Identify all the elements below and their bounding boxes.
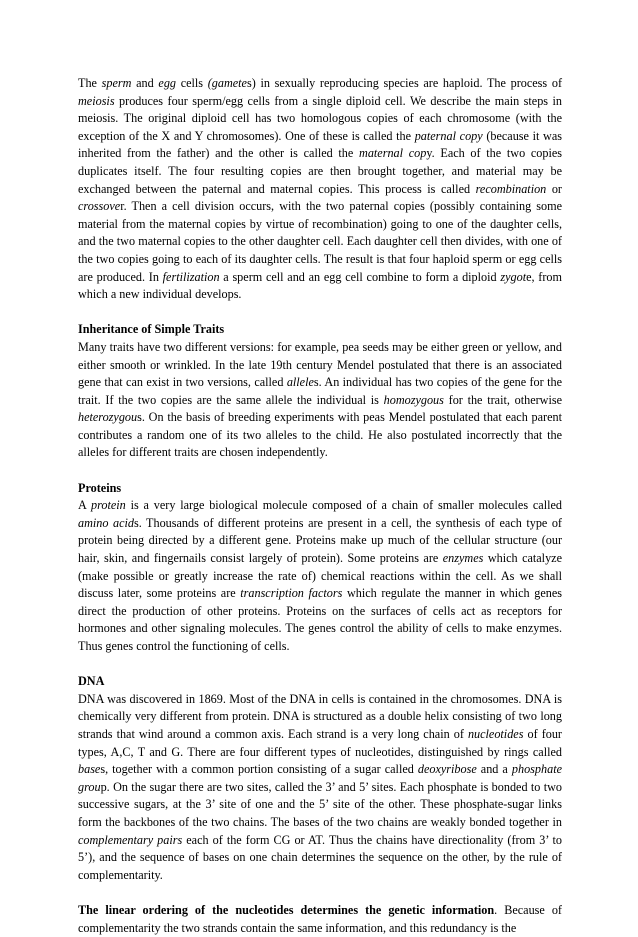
paragraph-spacer	[78, 304, 562, 322]
text-run: a sperm cell and an egg cell combine to form a diploid	[219, 269, 501, 284]
text-run: and a	[476, 762, 512, 777]
term-enzymes: enzymes	[442, 551, 484, 566]
section-heading-proteins: Proteins	[78, 480, 122, 495]
term-nucleotides: nucleotides	[467, 726, 524, 741]
text-run: which catalyze (make possible or greatly increase the rate of) chemical reactions within the cell. As we shall discuss later, some proteins are	[78, 551, 562, 601]
proteins-paragraph	[78, 497, 562, 655]
text-run: . Because of complementarity the two strands contain the same information, and this redundancy is the	[78, 902, 562, 935]
text-run: The	[78, 76, 102, 90]
text-run: produces four sperm/egg cells from a single diploid cell. We describe the main steps in meiosis. The original diploid cell has two homologous copies of each chromosome (with the exception of the X and Y chromosomes). One of these is called the	[78, 93, 562, 143]
section-heading-inheritance: Inheritance of Simple Traits	[78, 322, 225, 337]
term-phosphate-group: phosphate grou	[78, 762, 562, 794]
paragraph-spacer	[78, 656, 562, 674]
term-gametes: (gamete	[207, 76, 247, 90]
text-run: Many traits have two different versions: for example, pea seeds may be either green or yellow, and either smooth or wrinkled. In the late 19th century Mendel postulated that there is an associated gene that can exist in two versions, called	[78, 339, 562, 390]
text-run: p. On the sugar there are two sites, called the 3’ and 5’ sites. Each phosphate is bonded to two successive sugars, at the 3’ site of one and the 5’ site of the other. These phosphate-sugar links form the backbones of the two chains. The bases of the two chains are weakly bonded together in	[78, 779, 562, 829]
text-run: e, from which a new individual develops.	[78, 269, 562, 302]
term-meiosis: meiosis	[78, 93, 115, 108]
paragraph-spacer	[78, 884, 562, 902]
paragraph-spacer	[78, 462, 562, 480]
term-homozygous: homozygous	[383, 392, 444, 407]
term-egg: egg	[158, 76, 177, 90]
inheritance-paragraph	[78, 339, 562, 462]
term-deoxyribose: deoxyribose	[417, 762, 477, 777]
term-protein: protein	[90, 498, 126, 513]
bold-statement: The linear ordering of the nucleotides determines the genetic information	[78, 902, 495, 917]
text-run: which regulate the manner in which genes direct the production of other proteins. Proteins on the surfaces of cells act as receptors for hormones and other signaling molecules. The genes control the ability of cells to make enzymes. Thus genes control the functioning of cells.	[78, 586, 562, 653]
text-run: s, together with a common portion consisting of a sugar called	[100, 762, 418, 777]
text-run: s. On the basis of breeding experiments with peas Mendel postulated that each parent contributes a random one of its two alleles to the child. He also postulated incorrectly that the alleles for different traits are chosen independently.	[78, 410, 562, 460]
linear-ordering-paragraph	[78, 902, 562, 937]
text-run: (because it was inherited from the father) and the other is called the	[78, 128, 563, 161]
term-paternal-copy: paternal copy	[414, 128, 483, 143]
document-page	[78, 75, 562, 937]
meiosis-paragraph	[78, 75, 562, 304]
text-run: DNA was discovered in 1869. Most of the DNA in cells is contained in the chromosomes. DNA is chemically very different from protein. DNA is structured as a double helix consisting of two long strands that wind around a common axis. Each strand is a very long chain of	[78, 691, 562, 741]
term-amino-acid: amino acid	[78, 515, 134, 530]
text-run: s) in sexually reproducing species are haploid. The process of	[246, 76, 562, 90]
term-bases: base	[78, 762, 101, 777]
term-zygote: zygot	[500, 269, 527, 284]
term-crossover: crossove	[78, 199, 121, 214]
term-maternal-copy: maternal cop	[359, 146, 427, 161]
text-run: or	[546, 181, 562, 196]
text-run: and	[131, 76, 159, 90]
term-complementary-pairs: complementary pairs	[78, 832, 183, 847]
text-run: is a very large biological molecule composed of a chain of smaller molecules called	[125, 498, 562, 513]
dna-paragraph	[78, 691, 562, 885]
term-sperm: sperm	[101, 76, 132, 90]
text-run: of four types, A,C, T and G. There are four different types of nucleotides, distinguished by rings called	[78, 726, 562, 759]
term-transcription-factors: transcription factors	[240, 586, 343, 601]
text-run: y. Each of the two copies duplicates itself. The four resulting copies are then brought together, and material may be exchanged between the paternal and maternal copies. This process is called	[78, 146, 562, 196]
text-run: A	[78, 498, 91, 513]
text-run: r. Then a cell division occurs, with the two paternal copies (possibly containing some material from the maternal copies by virtue of recombination) going to one of the daughter cells, and the two maternal copies to the other daughter cell. Each daughter cell then divides, with one of the two copies going to each of its daughter cells. The result is that four haploid sperm or egg cells are produced. In	[78, 199, 562, 284]
section-heading-dna: DNA	[78, 674, 105, 689]
term-heterozygous: heterozygou	[78, 410, 138, 425]
term-recombination: recombination	[475, 181, 547, 196]
text-run: s. An individual has two copies of the gene for the trait. If the two copies are the same allele the individual is	[78, 375, 562, 407]
text-run: each of the form CG or AT. Thus the chains have directionality (from 3’ to 5’), and the sequence of bases on one chain determines the sequence on the other, by the rule of complementarity.	[78, 832, 562, 882]
text-run: s. Thousands of different proteins are present in a cell, the synthesis of each type of protein being directed by a different gene. Proteins make up much of the cellular structure (our hair, skin, and fingernails consist largely of protein). Some proteins are	[78, 515, 562, 566]
term-allele: allele	[286, 375, 314, 390]
term-fertilization: fertilization	[162, 269, 220, 284]
text-run: for the trait, otherwise	[443, 392, 563, 407]
text-run: cells	[176, 76, 208, 90]
